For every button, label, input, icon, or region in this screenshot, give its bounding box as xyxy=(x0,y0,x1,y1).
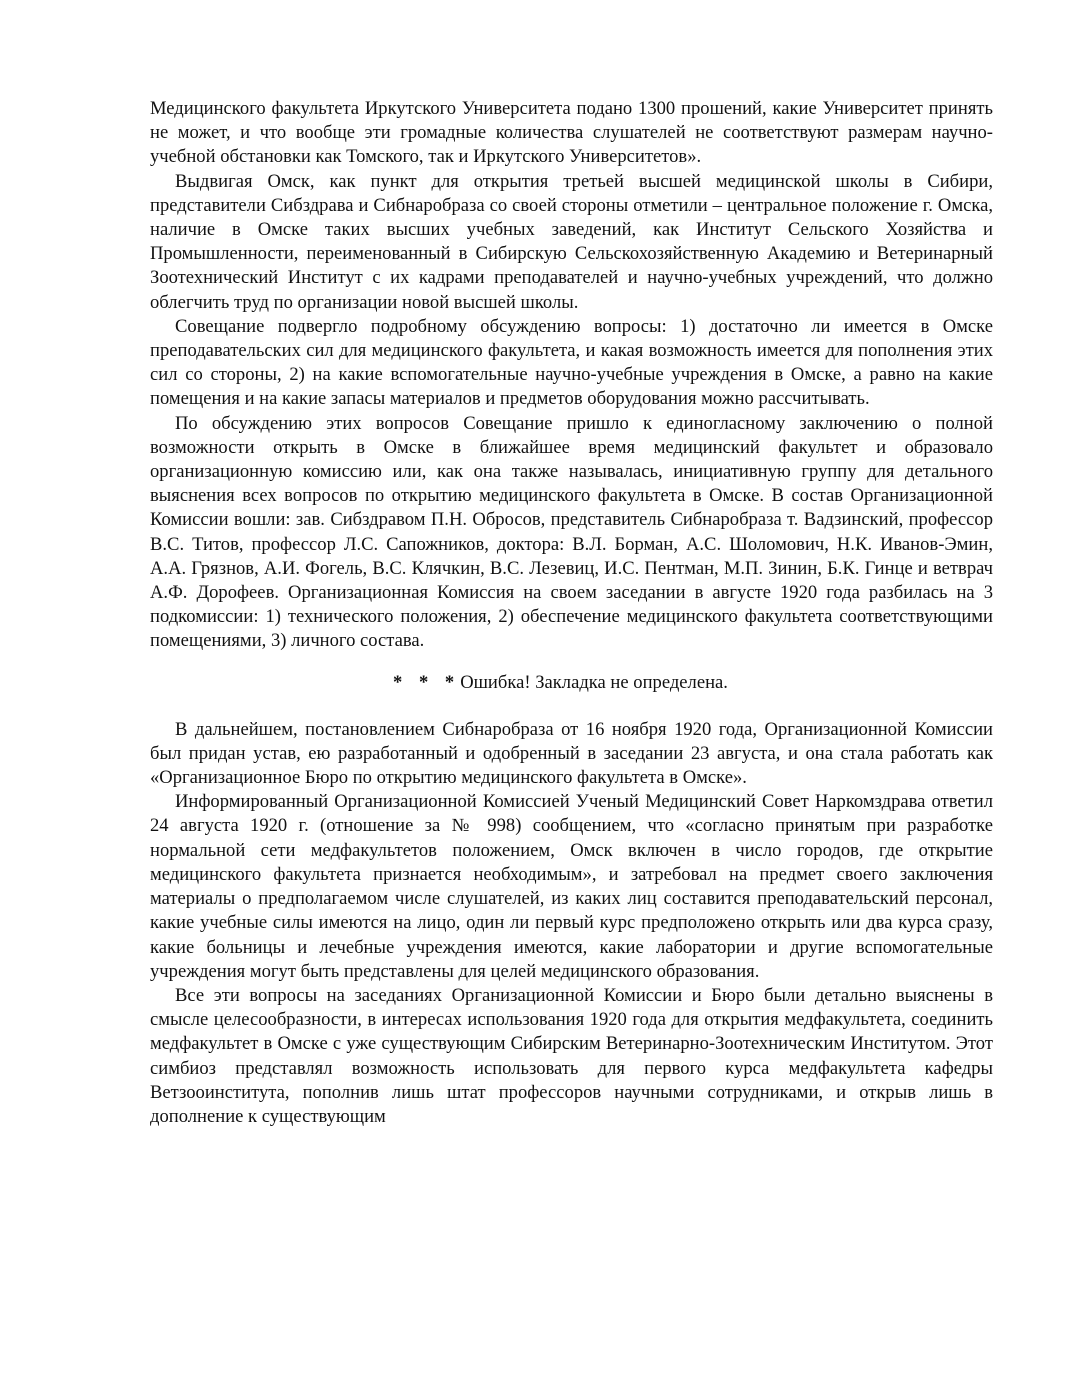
paragraph-2: Выдвигая Омск, как пункт для открытия третьей высшей медицинской школы в Сибири, представители Сибздрава и Сибнаробраза со своей стороны отметили – центральное положение г. Омска, наличие в Омске таких высших учебных заведений, как Институт Сельского Хозяйства и Промышленности, переименованный в Сибирскую Сельскохозяйственную Академию и Ветеринарный Зоотехнический Институт с их кадрами преподавателей и научно-учебных учреждений, что должно облегчить труд по организации новой высшей школы. xyxy=(150,170,993,313)
paragraph-5: В дальнейшем, постановлением Сибнаробраза от 16 ноября 1920 года, Организационной Комиссии был придан устав, ею разработанный и одобренный в заседании 23 августа, и она стала работать как «Организационное Бюро по открытию медицинского факультета в Омске». xyxy=(150,718,993,789)
bookmark-error-text: Ошибка! Закладка не определена. xyxy=(460,671,728,693)
divider-stars: * * * xyxy=(393,671,461,693)
paragraph-3: Совещание подвергло подробному обсуждению вопросы: 1) достаточно ли имеется в Омске преподавательских сил для медицинского факультета, и какая возможность имеется для пополнения этих сил со стороны, 2) на какие вспомогательные научно-учебные учреждения в Омске, а равно на какие помещения и на какие запасы материалов и предметов оборудования можно рассчитывать. xyxy=(150,315,993,410)
paragraph-7: Все эти вопросы на заседаниях Организационной Комиссии и Бюро были детально выяснены в смысле целесообразности, в интересах использования 1920 года для открытия медфакультета, соединить медфакультет в Омске с уже существующим Сибирским Ветеринарно-Зоотехническим Институтом. Этот симбиоз представлял возможность использовать для первого курса медфакультета кафедры Ветзооинститута, пополнив лишь штат профессоров научными сотрудниками, и открыв лишь в дополнение к существующим xyxy=(150,984,993,1127)
paragraph-6: Информированный Организационной Комиссией Ученый Медицинский Совет Наркомздрава ответил 24 августа 1920 г. (отношение за № 998) сообщением, что «согласно принятым при разработке нормальной сети медфакультетов положением, Омск включен в число городов, где открытие медицинского факультета признается необходимым», и затребовал на предмет своего заключения материалы о предполагаемом числе слушателей, из каких лиц составится преподавательский персонал, какие учебные силы имеются на лицо, один ли первый курс предположено открыть или два курса сразу, какие больницы и лечебные учреждения имеются, какие лаборатории и другие вспомогательные учреждения могут быть представлены для целей медицинского образования. xyxy=(150,791,993,982)
paragraph-4: По обсуждению этих вопросов Совещание пришло к единогласному заключению о полной возможности открыть в Омске в ближайшее время медицинский факультет и образовало организационную комиссию или, как она также называлась, инициативную группу для детального выяснения всех вопросов по открытию медицинского факультета в Омске. В состав Организационной Комиссии вошли: зав. Сибздравом П.Н. Обросов, представитель Сибнаробраза т. Вадзинский, профессор В.С. Титов, профессор Л.С. Сапожников, доктора: В.Л. Борман, А.С. Шоломович, Н.К. Иванов-Эмин, А.А. Грязнов, А.И. Фогель, В.С. Клячкин, В.С. Лезевиц, И.С. Пентман, М.П. Зинин, Б.К. Гинце и ветврач А.Ф. Дорофеев. Организационная Комиссия на своем заседании в августе 1920 года разбилась на 3 подкомиссии: 1) технического положения, 2) обеспечение медицинского факультета соответствующими помещениями, 3) личного состава. xyxy=(150,412,993,652)
section-divider xyxy=(150,670,993,696)
paragraph-1: Медицинского факультета Иркутского Университета подано 1300 прошений, какие Университет принять не может, и что вообще эти громадные количества слушателей не соответствуют размерам научно-учебной обстановки как Томского, так и Иркутского Университетов». xyxy=(150,98,993,168)
document-page xyxy=(150,97,993,1129)
